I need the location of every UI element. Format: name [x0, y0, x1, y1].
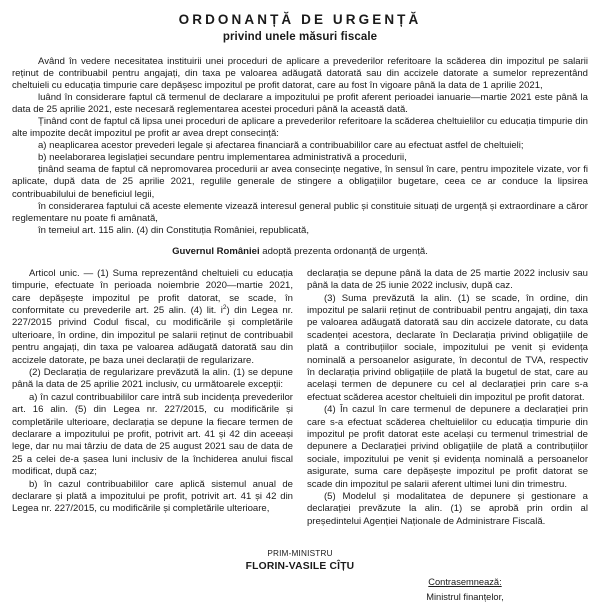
alineat-3: (3) Suma prevăzută la alin. (1) se scade, în ordine, din impozitul pe salarii reținut de contribuabil pentru angajați, din taxa pe valoarea adăugată datorată sau din accizele datorate, cu data scadenței acestora, declarate în Declarația privind obligațiile de plată a contribuțiilor sociale, impozitului pe venit și evidența nominală a persoanelor asigurate, în decontul de TVA, respectiv în declarația privind obligațiile de plată la bugetul de stat, care au același termen de depunere cu cel al declarației prin care s-a efectuat scăderea acestor cheltuieli din impozitul pe profit datorat.: [307, 292, 588, 403]
document-title: ORDONANȚĂ DE URGENȚĂ: [178, 12, 422, 27]
alineat-2-item-b: b) în cazul contribuabililor care aplică sistemul anual de declarare și plată a impozitului pe profit, potrivit art. 41 și 42 din Legea nr. 227/2015, cu modificările și completările ulterioare,: [12, 478, 293, 515]
preamble-paragraph-5: în considerarea faptului că aceste elemente vizează interesul general public și constituie situați de urgență și extraordinare a căror reglementare nu poate fi amânată,: [12, 200, 588, 224]
signature-block: [0, 542, 600, 600]
preamble-item-b: b) neelaborarea legislației secundare pentru implementarea administrativă a procedurii,: [38, 152, 407, 164]
superscript-marker: 2: [222, 303, 227, 311]
preamble-paragraph-3: Ținând cont de faptul că lipsa unei proceduri de aplicare a prevederilor referitoare la scăderea cheltuielilor cu educația timpurie din alte impozite decât impozitul pe profit ar avea drept consecință:: [12, 116, 588, 140]
preamble-paragraph-4: ținând seama de faptul că nepromovarea procedurii ar avea consecințe negative, în sensul în care, pentru impozitele vizate, vor fi aplicate, după data de 25 aprilie 2021, regulile generale de stingere a obligațiilor bugetare, ceea ce ar conduce la lipsirea contribuabilului de beneficiul legii,: [12, 164, 588, 200]
countersignature-title-wrap: [390, 572, 540, 590]
preamble-item-a: a) neaplicarea acestor prevederi legale și afectarea financiară a contribuabililor care au efectuat astfel de cheltuieli;: [38, 140, 524, 152]
alineat-2-item-b-continuation: declarația se depune până la data de 25 martie 2022 inclusiv sau până la data de 25 iunie 2022 inclusiv, după caz.: [307, 267, 588, 292]
countersignature-role: Ministrul finanțelor,: [426, 592, 504, 602]
prime-minister-role: PRIM-MINISTRU: [267, 549, 333, 558]
left-column: [12, 268, 293, 529]
preamble-paragraph-6: în temeiul art. 115 alin. (4) din Constituția României, republicată,: [38, 224, 309, 236]
preamble-paragraph-1: Având în vedere necesitatea instituirii unei proceduri de aplicare a prevederilor referitoare la scăderea din impozitul pe salarii reținut de contribuabil pentru angajați, din taxa pe valoarea adăugată datorată sau din accizele datorate a sumelor reprezentând cheltuieli cu educația timpurie care depășesc impozitul pe profit datorat, care au fost în vigoare până la data de 1 aprilie 2021,: [12, 55, 588, 92]
government-adoption-line: [12, 246, 588, 258]
prime-minister-name: FLORIN-VASILE CÎȚU: [245, 561, 355, 572]
alineat-2-item-a: a) în cazul contribuabililor care intră sub incidența prevederilor art. 16 alin. (5) din Legea nr. 227/2015, cu modificările și completările ulterioare, declarația se depune la fiecare termen de declarare a impozitului pe profit, potrivit art. 41 și 42 din aceeași lege, dar nu mai târziu de data de 25 august 2021 sau de data de 25 a celei de-a șasea luni inclusiv de la închiderea anului fiscal modificat, după caz;: [12, 391, 293, 478]
article-unique-text-b: ) din Legea nr. 227/2015 privind Codul fiscal, cu modificările și completările ulterioare, în ordine, din impozitul pe salarii reținut de contribuabil pentru angajați, din taxa pe valoarea adăugată datorată sau din accizele datorate, pe baza unei declarații de regularizare.: [12, 304, 293, 366]
alineat-4: (4) În cazul în care termenul de depunere a declarației prin care s-a efectuat scăderea cheltuielilor cu educația timpurie din impozitul pe profit datorat este același cu termenul trimestrial de depunere a Declarației privind obligațiile de plată a contribuțiilor sociale, impozitului pe venit și evidența nominală a persoanelor asigurate, suma care depășește impozitul pe profit datorat se scade din impozitul pe salarii aferent ultimei luni din trimestru.: [307, 404, 588, 490]
preamble-section: [12, 56, 588, 258]
preamble-paragraph-2: luând în considerare faptul că termenul de declarare a impozitului pe profit aferent perioadei ianuarie—martie 2021 este până la data de 25 aprilie 2021, este necesară reglementarea acestei proceduri până la această dată.: [12, 92, 588, 116]
alineat-5: (5) Modelul și modalitatea de depunere și gestionare a declarației prevăzute la alin. (1) se aprobă prin ordin al președintelui Agenției Naționale de Administrare Fiscală.: [307, 491, 588, 527]
countersignature-block: [390, 572, 540, 603]
alineat-2: (2) Declarația de regularizare prevăzută la alin. (1) se depune până la data de 25 aprilie 2021 inclusiv, cu următoarele excepții:: [12, 366, 293, 391]
right-column: [307, 268, 588, 529]
article-unique-text-a: Articol unic. — (1) Suma reprezentând cheltuieli cu educația timpurie, efectuate în perioada noiembrie 2020—martie 2021, care depășește impozitul pe profit datorat, se scade, în conformitate cu prevederile art. 25 alin. (4) lit. i: [12, 267, 293, 316]
countersignature-title: Contrasemnează:: [428, 577, 502, 587]
government-name: Guvernul României: [172, 245, 260, 257]
article-unique-paragraph-1: [12, 268, 293, 367]
body-columns: [12, 268, 588, 529]
document-subtitle: privind unele măsuri fiscale: [222, 31, 378, 44]
prime-minister-block: [0, 548, 600, 573]
government-adoption-rest: adoptă prezenta ordonanță de urgență.: [259, 245, 428, 257]
